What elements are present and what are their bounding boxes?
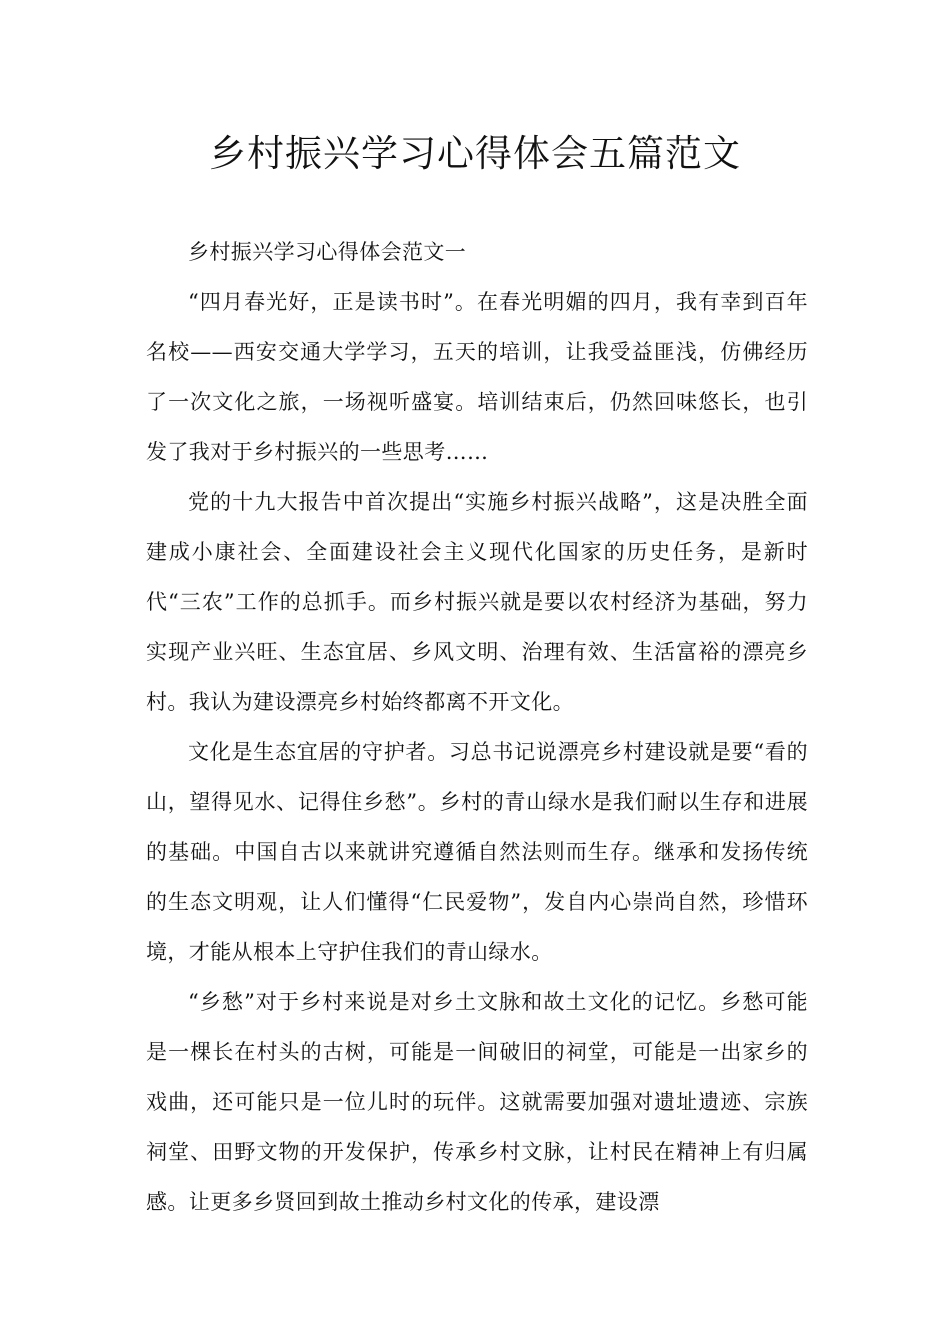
- paragraph-1: “四月春光好，正是读书时”。在春光明媚的四月，我有幸到百年名校——西安交通大学学习，五天的培训，让我受益匪浅，仿佛经历了一次文化之旅，一场视听盛宴。培训结束后，仍然回味悠长，也引发了我对于乡村振兴的一些思考……: [146, 290, 808, 464]
- paragraph-2: 党的十九大报告中首次提出“实施乡村振兴战略”，这是决胜全面建成小康社会、全面建设社会主义现代化国家的历史任务，是新时代“三农”工作的总抓手。而乡村振兴就是要以农村经济为基础，努力实现产业兴旺、生态宜居、乡风文明、治理有效、生活富裕的漂亮乡村。我认为建设漂亮乡村始终都离不开文化。: [146, 490, 808, 714]
- section-heading: 乡村振兴学习心得体会范文一: [188, 240, 467, 264]
- document-body: [146, 227, 808, 1227]
- paragraph-3: 文化是生态宜居的守护者。习总书记说漂亮乡村建设就是要“看的山，望得见水、记得住乡愁”。乡村的青山绿水是我们耐以生存和进展的基础。中国自古以来就讲究遵循自然法则而生存。继承和发扬传统的生态文明观，让人们懂得“仁民爱物”，发自内心崇尚自然，珍惜环境，才能从根本上守护住我们的青山绿水。: [146, 740, 808, 964]
- paragraph-4: “乡愁”对于乡村来说是对乡土文脉和故土文化的记忆。乡愁可能是一棵长在村头的古树，可能是一间破旧的祠堂，可能是一出家乡的戏曲，还可能只是一位儿时的玩伴。这就需要加强对遗址遗迹、宗族祠堂、田野文物的开发保护，传承乡村文脉，让村民在精神上有归属感。让更多乡贤回到故土推动乡村文化的传承，建设漂: [146, 990, 808, 1214]
- document-title: 乡村振兴学习心得体会五篇范文: [209, 132, 741, 175]
